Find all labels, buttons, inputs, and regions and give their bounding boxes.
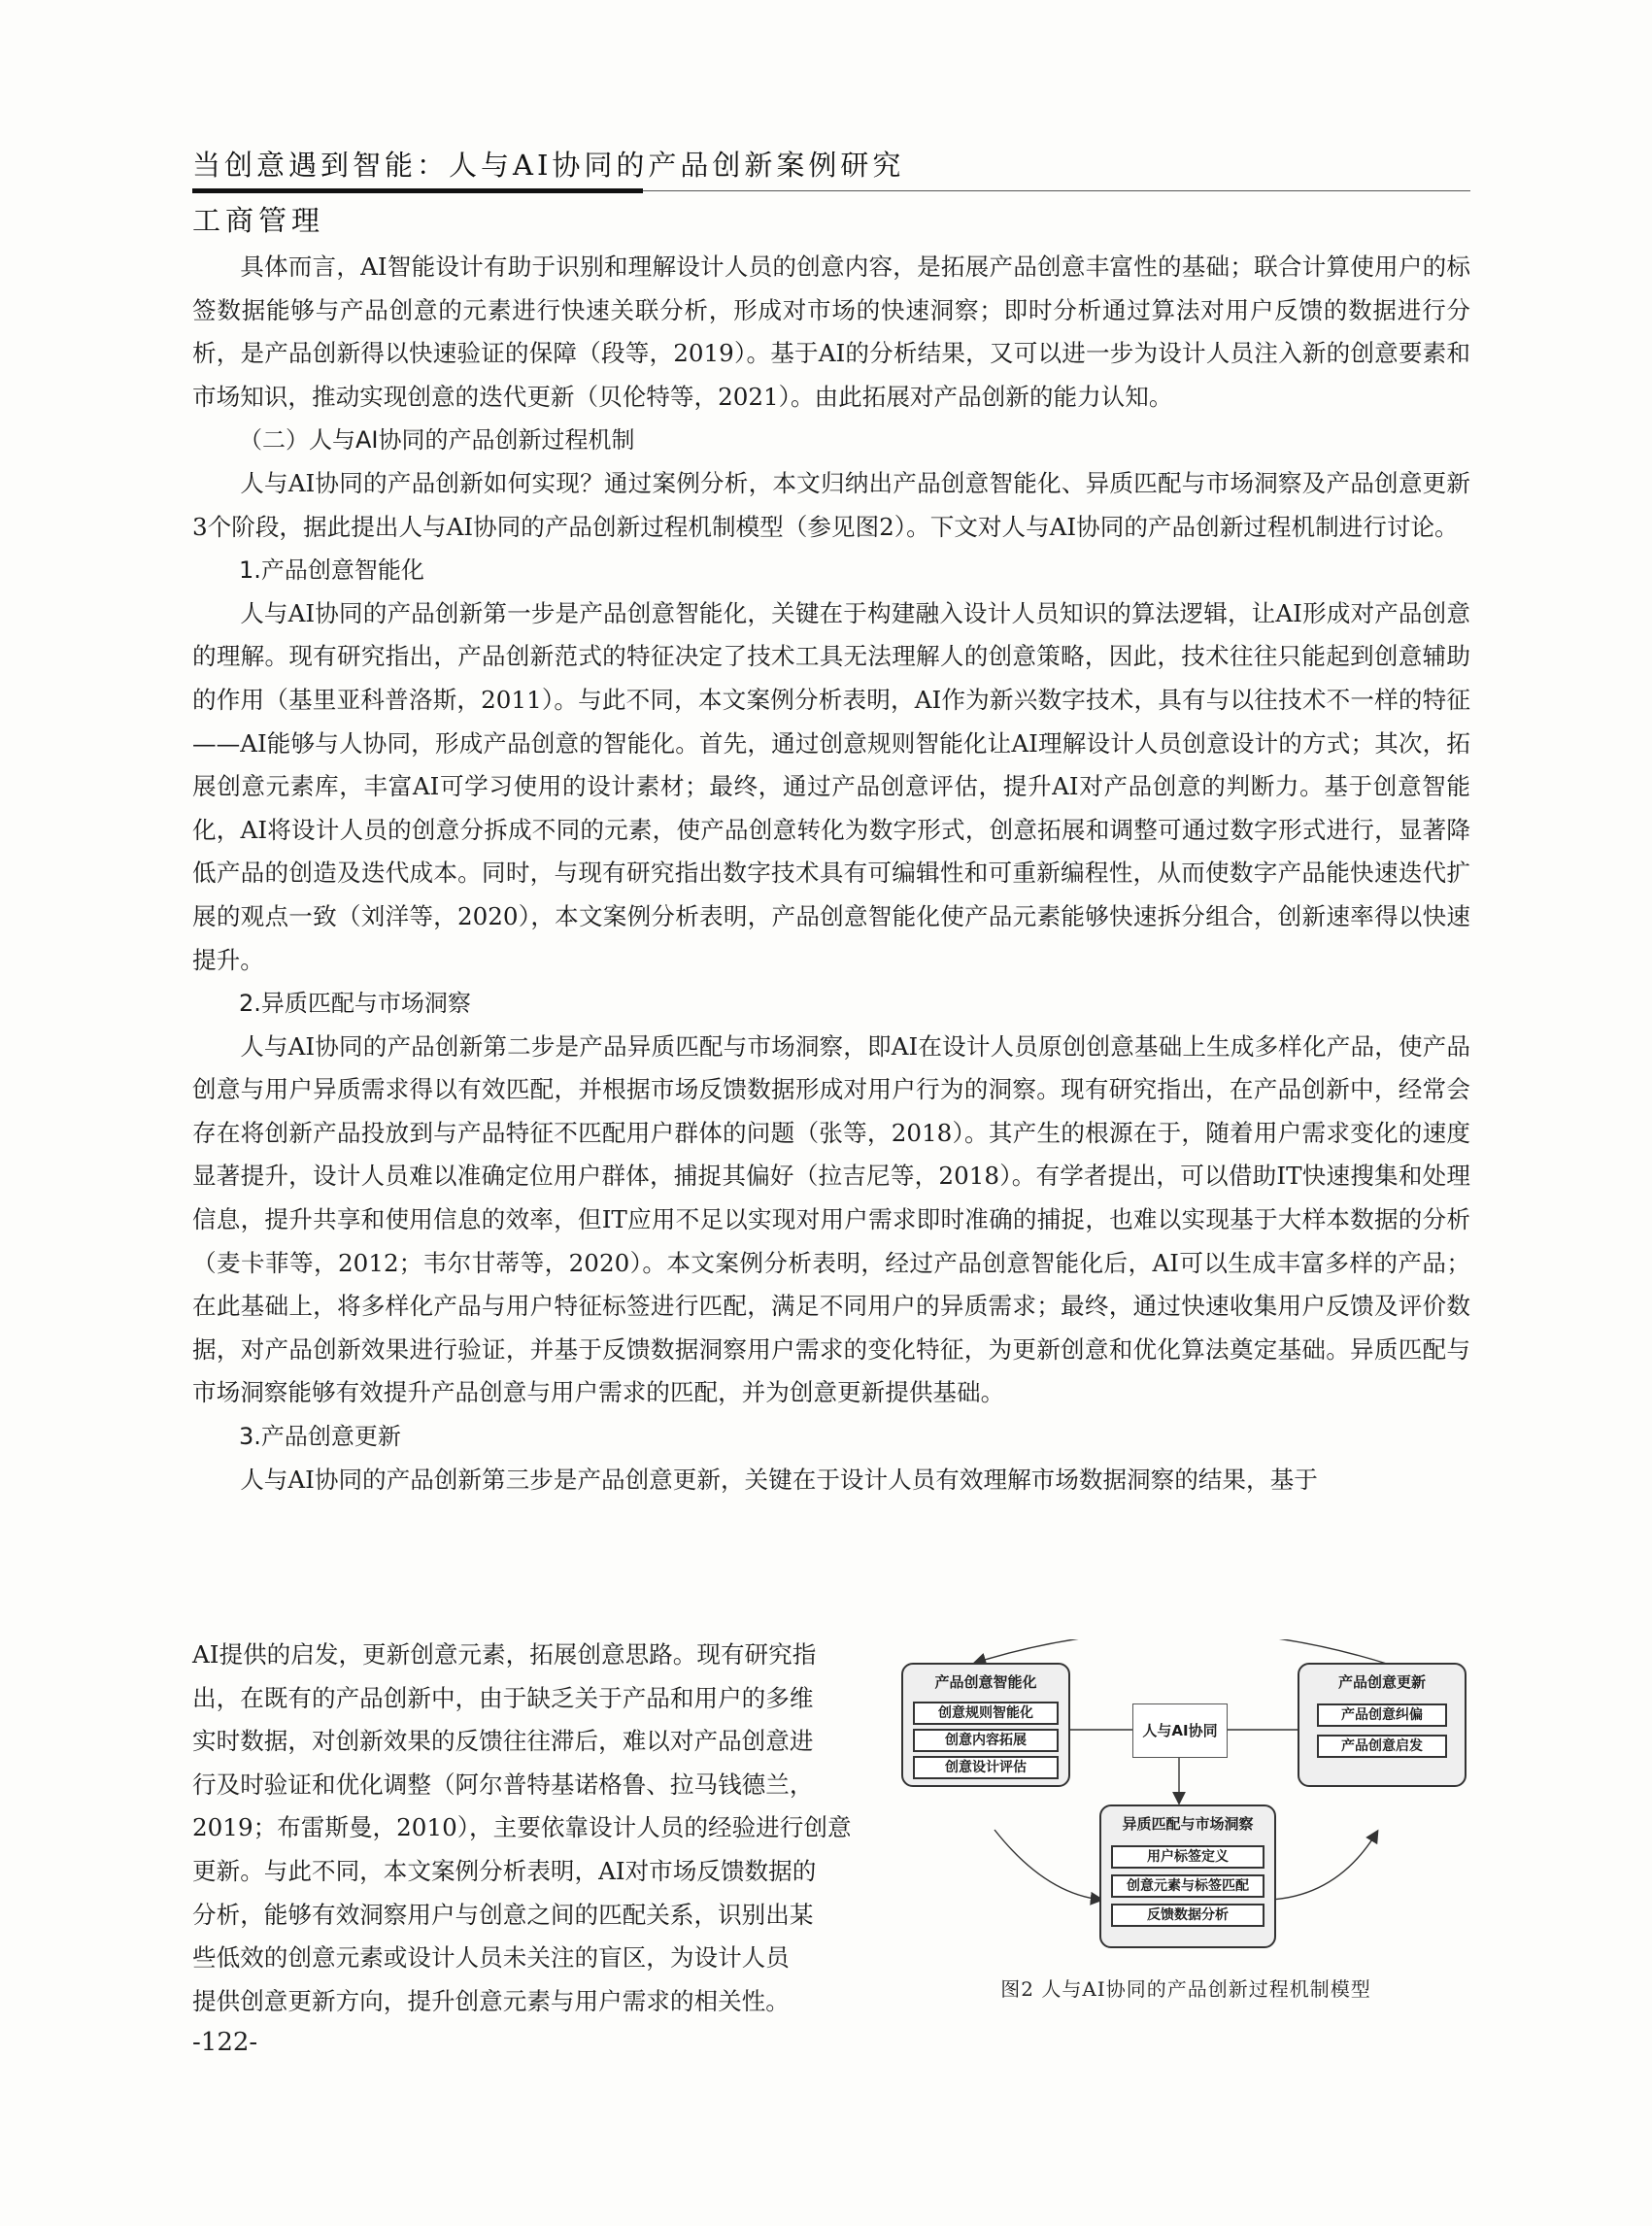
text-line: 出，在既有的产品创新中，由于缺乏关于产品和用户的多维: [192, 1683, 814, 1712]
text-line: 分析，能够有效洞察用户与创意之间的匹配关系，识别出某: [192, 1900, 814, 1929]
page-number: -122-: [192, 2028, 258, 2057]
figure-caption: 图2 人与AI协同的产品创新过程机制模型: [1000, 1977, 1371, 2001]
body-text: [192, 246, 1470, 1501]
text-line: AI提供的启发，更新创意元素，拓展创意思路。现有研究指: [192, 1640, 817, 1669]
box-intelligent-title: 产品创意智能化: [934, 1673, 1037, 1691]
box-update: [1298, 1663, 1467, 1787]
paragraph: 人与AI协同的产品创新如何实现？通过案例分析，本文归纳出产品创意智能化、异质匹配与市场洞察及产品创意更新3个阶段，据此提出人与AI协同的产品创新过程机制模型（参见图2）。下文对人与AI协同的产品创新过程机制进行讨论。: [192, 468, 1470, 541]
box-matching: [1099, 1804, 1276, 1948]
section-heading: （二）人与AI协同的产品创新过程机制: [239, 426, 635, 455]
section-heading: 2.异质匹配与市场洞察: [239, 990, 471, 1018]
box-intelligent-item: 创意内容拓展: [913, 1729, 1059, 1752]
arrow-matching-to-update: [1270, 1832, 1377, 1900]
paragraph: 人与AI协同的产品创新第三步是产品创意更新，关键在于设计人员有效理解市场数据洞察的结果，基于: [240, 1465, 1318, 1494]
box-update-item: 产品创意纠偏: [1317, 1703, 1447, 1727]
text-line: 实时数据，对创新效果的反馈往往滞后，难以对产品创意进: [192, 1727, 814, 1756]
section-heading: 3.产品创意更新: [239, 1423, 401, 1451]
box-matching-item: 用户标签定义: [1111, 1845, 1264, 1869]
box-matching-title: 异质匹配与市场洞察: [1122, 1815, 1254, 1833]
paragraph: 人与AI协同的产品创新第一步是产品创意智能化，关键在于构建融入设计人员知识的算法逻辑，让AI形成对产品创意的理解。现有研究指出，产品创新范式的特征决定了技术工具无法理解人的创意策略，因此，技术往往只能起到创意辅助的作用（基里亚科普洛斯，2011）。与此不同，本文案例分析表明，AI作为新兴数字技术，具有与以往技术不一样的特征——AI能够与人协同，形成产品创意的智能化。首先，通过创意规则智能化让AI理解设计人员创意设计的方式；其次，拓展创意元素库，丰富AI可学习使用的设计素材；最终，通过产品创意评估，提升AI对产品创意的判断力。基于创意智能化，AI将设计人员的创意分拆成不同的元素，使产品创意转化为数字形式，创意拓展和调整可通过数字形式进行，显著降低产品的创造及迭代成本。同时，与现有研究指出数字技术具有可编辑性和可重新编程性，从而使数字产品能快速迭代扩展的观点一致（刘洋等，2020），本文案例分析表明，产品创意智能化使产品元素能够快速拆分组合，创新速率得以快速提升。: [192, 598, 1470, 974]
paragraph: 具体而言，AI智能设计有助于识别和理解设计人员的创意内容，是拓展产品创意丰富性的基础；联合计算使用户的标签数据能够与产品创意的元素进行快速关联分析，形成对市场的快速洞察；即时分析通过算法对用户反馈的数据进行分析，是产品创新得以快速验证的保障（段等，2019）。基于AI的分析结果，又可以进一步为设计人员注入新的创意要素和市场知识，推动实现创意的迭代更新（贝伦特等，2021）。由此拓展对产品创新的能力认知。: [192, 253, 1470, 411]
section-heading: 1.产品创意智能化: [239, 556, 424, 585]
box-intelligent: [901, 1663, 1070, 1787]
figure-2: [899, 1639, 1472, 1970]
title-rule: [192, 188, 643, 193]
title-rule-thin: [643, 190, 1470, 191]
box-update-item: 产品创意启发: [1317, 1735, 1447, 1758]
running-title: 当创意遇到智能：人与AI协同的产品创新案例研究: [192, 149, 905, 182]
text-line: 提供创意更新方向，提升创意元素与用户需求的相关性。: [192, 1986, 790, 2015]
text-line: 更新。与此不同，本文案例分析表明，AI对市场反馈数据的: [192, 1856, 817, 1885]
arrow-intelligent-to-matching: [995, 1830, 1101, 1900]
text-line: 2019；布雷斯曼，2010），主要依靠设计人员的经验进行创意: [192, 1813, 852, 1842]
arrow-update-to-intelligent: [975, 1639, 1390, 1665]
box-matching-item: 反馈数据分析: [1111, 1904, 1264, 1927]
box-intelligent-item: 创意设计评估: [913, 1756, 1059, 1779]
box-matching-item: 创意元素与标签匹配: [1111, 1874, 1264, 1898]
section-label: 工商管理: [192, 204, 325, 237]
text-line: 些低效的创意元素或设计人员未关注的盲区，为设计人员: [192, 1943, 790, 1973]
text-line: 行及时验证和优化调整（阿尔普特基诺格鲁、拉马钱德兰，: [192, 1770, 814, 1799]
paragraph: 人与AI协同的产品创新第二步是产品异质匹配与市场洞察，即AI在设计人员原创创意基础上生成多样化产品，使产品创意与用户异质需求得以有效匹配，并根据市场反馈数据形成对用户行为的洞察。现有研究指出，在产品创新中，经常会存在将创新产品投放到与产品特征不匹配用户群体的问题（张等，2018）。其产生的根源在于，随着用户需求变化的速度显著提升，设计人员难以准确定位用户群体，捕捉其偏好（拉吉尼等，2018）。有学者提出，可以借助IT快速搜集和处理信息，提升共享和使用信息的效率，但IT应用不足以实现对用户需求即时准确的捕捉，也难以实现基于大样本数据的分析（麦卡菲等，2012；韦尔甘蒂等，2020）。本文案例分析表明，经过产品创意智能化后，AI可以生成丰富多样的产品；在此基础上，将多样化产品与用户特征标签进行匹配，满足不同用户的异质需求；最终，通过快速收集用户反馈及评价数据，对产品创新效果进行验证，并基于反馈数据洞察用户需求的变化特征，为更新创意和优化算法奠定基础。异质匹配与市场洞察能够有效提升产品创意与用户需求的匹配，并为创意更新提供基础。: [192, 1031, 1470, 1407]
box-intelligent-item: 创意规则智能化: [913, 1702, 1059, 1725]
bottom-text-block: [192, 1634, 874, 2023]
center-box: 人与AI协同: [1132, 1703, 1228, 1758]
box-update-title: 产品创意更新: [1337, 1673, 1426, 1691]
